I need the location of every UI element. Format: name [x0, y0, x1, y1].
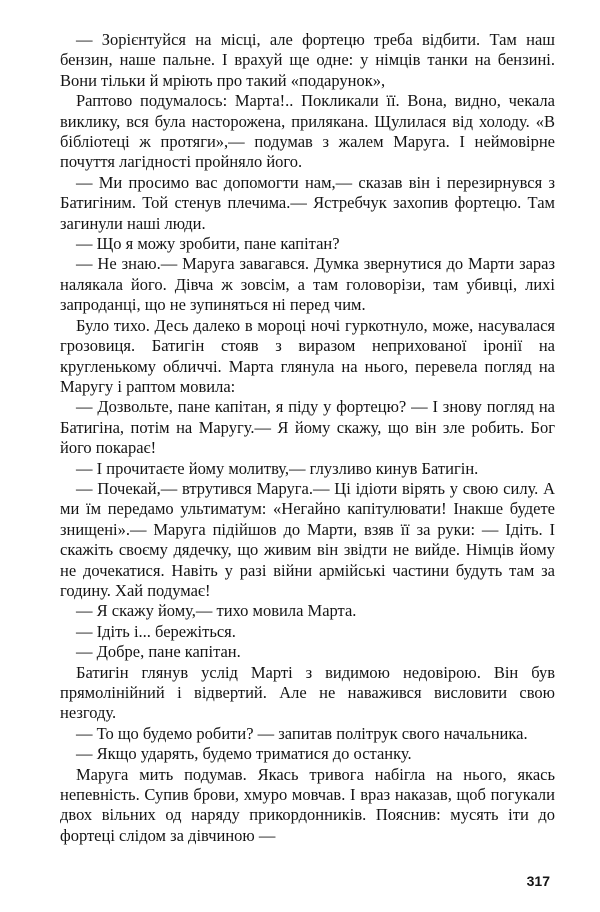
- paragraph: — Я скажу йому,— тихо мовила Марта.: [76, 601, 357, 621]
- paragraph: — Якщо ударять, будемо триматися до останку.: [76, 744, 412, 764]
- paragraph: Було тихо. Десь далеко в мороці ночі гуркотнуло, може, насувалася грозовиця. Батигін стояв з виразом неприхованої іронії на кругленькому обличчі. Марта глянула на нього, перевела погляд на Маругу і раптом мовила:: [60, 315, 555, 396]
- paragraph: — Що я можу зробити, пане капітан?: [76, 234, 340, 254]
- page-number: 317: [526, 873, 550, 889]
- book-page-text: [60, 30, 555, 846]
- paragraph: — Ми просимо вас допомогти нам,— сказав він і перезирнувся з Батигіним. Той стенув плечима.— Ястребчук захопив фортецю. Там загинули наші люди.: [60, 172, 555, 233]
- paragraph: — Добре, пане капітан.: [76, 642, 241, 662]
- paragraph: Маруга мить подумав. Якась тривога набігла на нього, якась непевність. Супив брови, хмуро мовчав. І враз наказав, щоб погукали двох вільних од наряду прикордонників. Пояснив: мусять іти до фортеці слідом за дівчиною —: [60, 764, 555, 845]
- paragraph: — І прочитаєте йому молитву,— глузливо кинув Батигін.: [76, 458, 479, 478]
- paragraph: Батигін глянув услід Марті з видимою недовірою. Він був прямолінійний і відвертий. Але не наважився висловити свою незгоду.: [60, 662, 555, 723]
- paragraph: — Дозвольте, пане капітан, я піду у фортецю? — І знову погляд на Батигіна, потім на Маругу.— Я йому скажу, що він зле робить. Бог його покарає!: [60, 397, 555, 458]
- paragraph: Раптово подумалось: Марта!.. Покликали її. Вона, видно, чекала виклику, вся була насторожена, прилякана. Щулилася від холоду. «В бібліотеці ж протяги»,— подумав з жалем Маруга. І неймовірне почуття лагідності пройняло його.: [60, 91, 555, 172]
- paragraph: — Ідіть і... бережіться.: [76, 621, 236, 641]
- paragraph: — Не знаю.— Маруга завагався. Думка звернутися до Марти зараз налякала його. Дівча ж зовсім, а там головорізи, там убивці, лихі запроданці, що не зупиняться ні перед чим.: [60, 254, 555, 315]
- paragraph: — Зорієнтуйся на місці, але фортецю треба відбити. Там наш бензин, наше пальне. І врахуй ще одне: у німців танки на бензині. Вони тільки й мріють про такий «подарунок»,: [60, 30, 555, 90]
- paragraph: — То що будемо робити? — запитав політрук свого начальника.: [76, 723, 528, 743]
- paragraph: — Почекай,— втрутився Маруга.— Ці ідіоти вірять у свою силу. А ми їм передамо ультиматум: «Негайно капітулювати! Інакше будете знищені».— Маруга підійшов до Марти, взяв її за руки: — Ідіть. І скажіть своєму дядечку, що живим він звідти не вийде. Німців йому не дочекатися. Навіть у разі війни армійські частини будуть там за годину. Хай подумає!: [60, 478, 555, 600]
